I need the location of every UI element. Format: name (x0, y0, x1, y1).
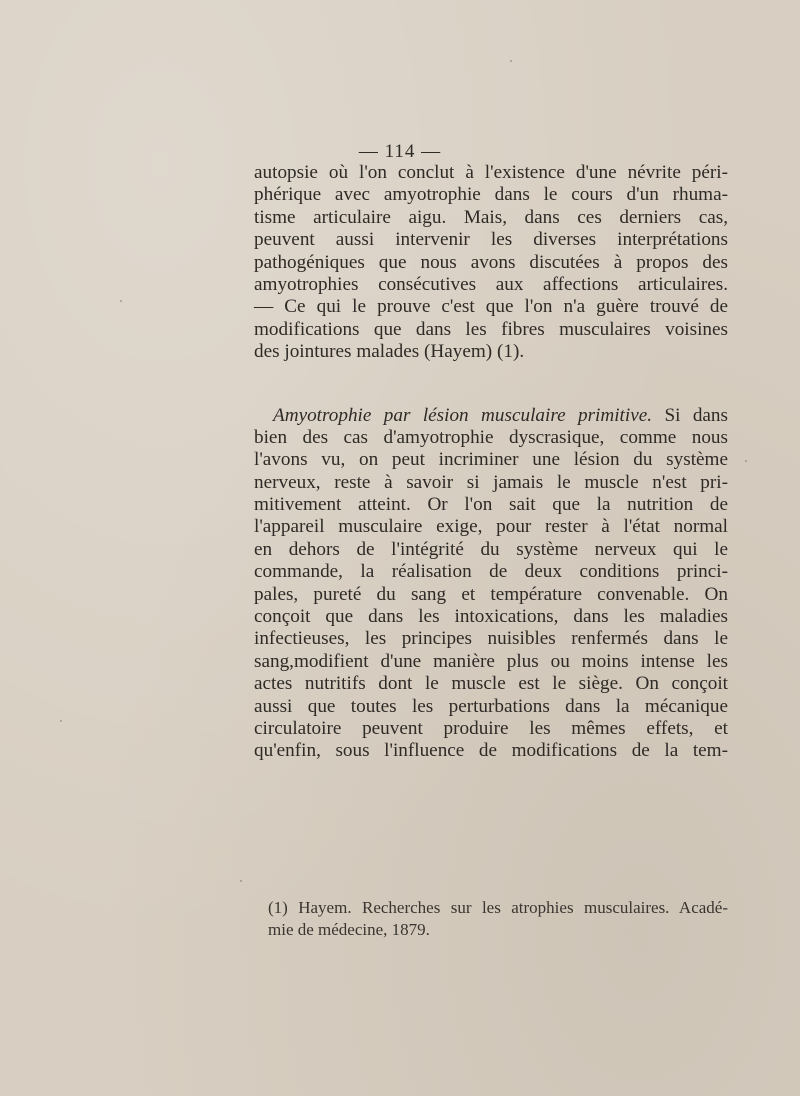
paper-speck (120, 300, 122, 302)
paper-speck (510, 60, 512, 62)
text-line: tisme articulaire aigu. Mais, dans ces derniers cas, (254, 206, 728, 228)
text-line: l'avons vu, on peut incriminer une lésion du système (254, 449, 728, 471)
page-number: — 114 — (358, 141, 442, 162)
footnote (268, 897, 728, 941)
text-line: peuvent aussi intervenir les diverses interprétations (254, 229, 728, 251)
section-heading: Amyotrophie par lésion musculaire primitive. (273, 404, 653, 426)
text-line: en dehors de l'intégrité du système nerveux qui le (254, 538, 728, 560)
paper-speck (745, 460, 747, 462)
text-line: infectieuses, les principes nuisibles renfermés dans le (254, 628, 728, 650)
text-line: l'appareil musculaire exige, pour rester à l'état normal (254, 516, 728, 538)
text-line: aussi que toutes les perturbations dans la mécanique (254, 695, 728, 717)
text-line: — Ce qui le prouve c'est que l'on n'a guère trouvé de (254, 296, 728, 318)
text-line: mitivement atteint. Or l'on sait que la nutrition de (254, 494, 728, 516)
text-line: autopsie où l'on conclut à l'existence d'une névrite péri- (254, 162, 728, 183)
footnote-line: mie de médecine, 1879. (268, 920, 430, 939)
text-line (254, 405, 728, 427)
text-fragment: Si dans (664, 404, 728, 426)
text-line: amyotrophies consécutives aux affections articulaires. (254, 273, 728, 295)
text-line: des jointures malades (Hayem) (1). (254, 341, 525, 363)
text-line: conçoit que dans les intoxications, dans les maladies (254, 606, 728, 628)
text-line: commande, la réalisation de deux conditions princi- (254, 561, 728, 583)
body-text (254, 162, 728, 763)
text-line: circulatoire peuvent produire les mêmes effets, et (254, 717, 728, 739)
paper-speck (240, 880, 242, 882)
paper-speck (60, 720, 62, 722)
paragraph-1 (254, 162, 728, 364)
text-line: phérique avec amyotrophie dans le cours d'un rhuma- (254, 184, 728, 206)
text-line: actes nutritifs dont le muscle est le siège. On conçoit (254, 673, 728, 695)
text-line: modifications que dans les fibres musculaires voisines (254, 318, 728, 340)
text-line: sang,modifient d'une manière plus ou moins intense les (254, 650, 728, 672)
text-line: pales, pureté du sang et température convenable. On (254, 583, 728, 605)
paragraph-2 (254, 405, 728, 763)
text-line: qu'enfin, sous l'influence de modifications de la tem- (254, 740, 728, 762)
text-line: pathogéniques que nous avons discutées à propos des (254, 251, 728, 273)
footnote-line: (1) Hayem. Recherches sur les atrophies musculaires. Acadé- (268, 898, 728, 917)
text-line: bien des cas d'amyotrophie dyscrasique, comme nous (254, 426, 728, 448)
text-line: nerveux, reste à savoir si jamais le muscle n'est pri- (254, 471, 728, 493)
